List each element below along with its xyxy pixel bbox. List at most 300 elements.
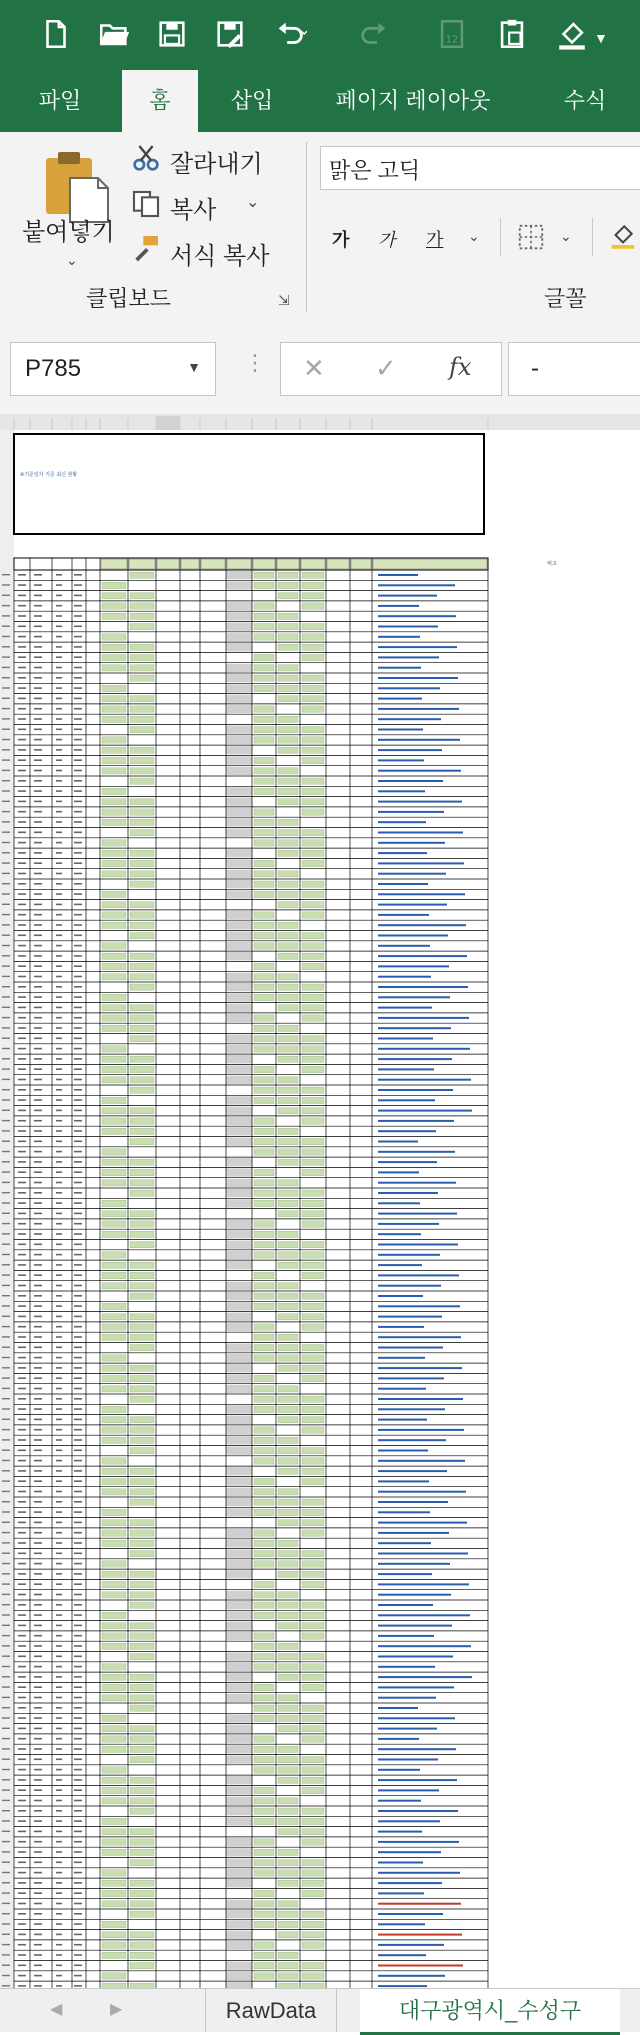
copy-button[interactable]: 복사: [170, 197, 217, 224]
data-cell-fill: [278, 1200, 298, 1206]
cell-text-mark: [56, 1182, 62, 1184]
cell-text-mark: [18, 1841, 26, 1843]
cut-button[interactable]: 잘라내기: [170, 151, 263, 178]
data-cell-fill: [130, 654, 154, 660]
data-cell-fill: [102, 953, 126, 959]
data-cell-fill: [278, 1849, 298, 1855]
cell-text-mark: [34, 1625, 42, 1627]
row-number-mark: [2, 1789, 10, 1790]
fill-color-icon[interactable]: [550, 12, 594, 56]
cell-text-mark: [56, 1903, 62, 1905]
cell-text-mark: [34, 780, 42, 782]
row-number-mark: [2, 1192, 10, 1193]
data-cell-fill: [130, 727, 154, 733]
data-cell-gray: [226, 849, 252, 857]
cell-text-mark: [56, 1007, 62, 1009]
data-cell-fill: [102, 1520, 126, 1526]
link-text-mark: [378, 1769, 420, 1771]
cell-text-mark: [34, 1377, 42, 1379]
data-cell-gray: [226, 911, 252, 919]
cell-text-mark: [74, 1058, 82, 1060]
border-icon[interactable]: [516, 222, 546, 252]
cell-text-mark: [56, 1099, 62, 1101]
cell-text-mark: [18, 626, 26, 628]
data-cell-fill: [278, 644, 298, 650]
data-cell-gray: [226, 1673, 252, 1681]
cell-text-mark: [34, 1892, 42, 1894]
header-cell: [227, 559, 251, 569]
cell-text-mark: [74, 1336, 82, 1338]
data-cell-fill: [130, 757, 154, 763]
cell-text-mark: [56, 1923, 62, 1925]
data-cell-fill: [102, 1973, 126, 1979]
cell-text-mark: [34, 1573, 42, 1575]
row-number-mark: [2, 1120, 10, 1121]
cell-text-mark: [74, 698, 82, 700]
data-cell-fill: [254, 1746, 274, 1752]
link-text-mark: [378, 759, 424, 761]
new-file-icon[interactable]: [34, 12, 78, 56]
data-cell-fill: [278, 1190, 298, 1196]
data-cell-fill: [302, 685, 324, 691]
cell-text-mark: [74, 1501, 82, 1503]
format-painter-button[interactable]: 서식 복사: [170, 243, 270, 270]
data-cell-fill: [102, 1108, 126, 1114]
cell-text-mark: [34, 1079, 42, 1081]
link-text-mark: [378, 1264, 422, 1266]
data-cell-fill: [302, 1272, 324, 1278]
row-number-mark: [2, 1851, 10, 1852]
data-cell-fill: [130, 1489, 154, 1495]
formula-input[interactable]: -: [508, 342, 640, 396]
data-cell-fill: [302, 1458, 324, 1464]
link-text-mark: [378, 1563, 450, 1565]
data-cell-fill: [130, 1571, 154, 1577]
data-cell-fill: [302, 1561, 324, 1567]
data-cell-gray: [226, 1323, 252, 1331]
cell-text-mark: [34, 770, 42, 772]
tab-home[interactable]: 홈: [122, 70, 198, 132]
cell-text-mark: [74, 1460, 82, 1462]
row-number-mark: [2, 1408, 10, 1409]
save-icon[interactable]: [150, 12, 194, 56]
data-cell-gray: [226, 1179, 252, 1187]
cell-text-mark: [34, 1604, 42, 1606]
cell-text-mark: [56, 1583, 62, 1585]
data-cell-fill: [302, 1149, 324, 1155]
underline-button[interactable]: 가: [426, 230, 444, 250]
cell-text-mark: [18, 1728, 26, 1730]
data-cell-fill: [278, 1056, 298, 1062]
data-cell-fill: [302, 994, 324, 1000]
cell-text-mark: [74, 656, 82, 658]
cancel-icon[interactable]: ✕: [303, 353, 325, 383]
data-cell-fill: [302, 1365, 324, 1371]
cell-text-mark: [56, 1161, 62, 1163]
chevron-down-icon[interactable]: ⌄: [66, 252, 78, 268]
row-number-mark: [2, 1347, 10, 1348]
cell-text-mark: [18, 1532, 26, 1534]
data-cell-fill: [302, 1468, 324, 1474]
link-text-mark: [378, 636, 420, 638]
data-cell-fill: [102, 654, 126, 660]
data-cell-fill: [302, 1612, 324, 1618]
link-text-mark: [378, 1913, 443, 1915]
cell-text-mark: [34, 1089, 42, 1091]
font-divider-2: [592, 218, 593, 256]
clipboard-group-label: 클립보드: [86, 286, 172, 311]
tab-formulas[interactable]: 수식: [563, 88, 607, 113]
cell-text-mark: [18, 1419, 26, 1421]
format-painter-icon: [130, 232, 162, 264]
cell-text-mark: [34, 1635, 42, 1637]
cell-text-mark: [18, 1738, 26, 1740]
tab-page-layout[interactable]: 페이지 레이아웃: [335, 88, 491, 113]
font-name-box[interactable]: 맑은 고딕: [320, 146, 640, 190]
data-cell-fill: [102, 1901, 126, 1907]
cell-text-mark: [56, 1244, 62, 1246]
redo-icon: [352, 12, 396, 56]
underline-dropdown-icon[interactable]: ⌄: [468, 228, 480, 244]
cell-text-mark: [18, 1656, 26, 1658]
cell-text-mark: [18, 1779, 26, 1781]
cell-text-mark: [56, 1645, 62, 1647]
cell-text-mark: [34, 1882, 42, 1884]
cell-text-mark: [56, 1892, 62, 1894]
cell-text-mark: [56, 1264, 62, 1266]
row-number-mark: [2, 1099, 10, 1100]
cell-text-mark: [34, 1645, 42, 1647]
cell-text-mark: [34, 1553, 42, 1555]
data-cell-fill: [254, 1973, 274, 1979]
data-cell-fill: [254, 1128, 274, 1134]
data-cell-fill: [130, 747, 154, 753]
dialog-launcher-icon[interactable]: ⇲: [278, 292, 290, 308]
row-number-mark: [2, 1862, 10, 1863]
cell-text-mark: [74, 1553, 82, 1555]
cell-text-mark: [74, 862, 82, 864]
cell-text-mark: [18, 1305, 26, 1307]
data-cell-fill: [254, 1324, 274, 1330]
cell-text-mark: [18, 1429, 26, 1431]
cell-text-mark: [56, 811, 62, 813]
cell-text-mark: [18, 759, 26, 761]
link-text-mark: [378, 1872, 460, 1874]
cell-text-mark: [56, 883, 62, 885]
tab-file[interactable]: 파일: [38, 88, 82, 113]
data-cell-fill: [278, 974, 298, 980]
data-cell-fill: [302, 809, 324, 815]
cell-text-mark: [74, 584, 82, 586]
header-cell: [181, 559, 199, 569]
link-text-mark: [378, 1305, 460, 1307]
data-cell-fill: [278, 850, 298, 856]
cell-text-mark: [74, 842, 82, 844]
data-cell-fill: [130, 1283, 154, 1289]
save-as-icon[interactable]: [208, 12, 252, 56]
cell-text-mark: [56, 852, 62, 854]
dropdown-arrow-icon[interactable]: ▼: [594, 30, 608, 46]
data-cell-fill: [130, 1963, 154, 1969]
data-cell-fill: [278, 716, 298, 722]
cell-text-mark: [56, 1470, 62, 1472]
data-cell-fill: [278, 1963, 298, 1969]
data-cell-fill: [302, 891, 324, 897]
data-cell-fill: [254, 994, 274, 1000]
cell-text-mark: [18, 1717, 26, 1719]
cell-text-mark: [74, 955, 82, 957]
cell-text-mark: [74, 687, 82, 689]
data-cell-fill: [254, 830, 274, 836]
cell-text-mark: [56, 1316, 62, 1318]
data-cell-fill: [302, 1159, 324, 1165]
cell-text-mark: [34, 1975, 42, 1977]
data-cell-fill: [302, 1777, 324, 1783]
data-cell-fill: [254, 1046, 274, 1052]
data-cell-fill: [254, 912, 274, 918]
row-number-mark: [2, 1058, 10, 1059]
link-text-mark: [378, 924, 466, 926]
data-cell-fill: [302, 1829, 324, 1835]
sheet-tab-rawdata[interactable]: RawData: [205, 1989, 337, 2032]
insert-function-icon[interactable]: fx: [449, 353, 472, 381]
form-icon: [430, 12, 474, 56]
data-cell-fill: [102, 1921, 126, 1927]
data-cell-fill: [302, 1530, 324, 1536]
cell-text-mark: [74, 718, 82, 720]
enter-icon[interactable]: ✓: [375, 353, 397, 383]
cell-text-mark: [56, 1985, 62, 1987]
cell-text-mark: [18, 749, 26, 751]
cell-text-mark: [56, 904, 62, 906]
cell-text-mark: [18, 1017, 26, 1019]
data-cell-fill: [278, 1262, 298, 1268]
data-cell-fill: [130, 1386, 154, 1392]
cell-text-mark: [74, 1738, 82, 1740]
data-cell-fill: [278, 1499, 298, 1505]
cell-text-mark: [34, 1686, 42, 1688]
data-cell-fill: [254, 1077, 274, 1083]
name-box[interactable]: P785 ▼: [10, 342, 216, 396]
data-cell-gray: [226, 1869, 252, 1877]
cell-text-mark: [34, 904, 42, 906]
cell-text-mark: [56, 1038, 62, 1040]
data-cell-fill: [302, 912, 324, 918]
data-cell-fill: [254, 1272, 274, 1278]
border-dropdown-icon[interactable]: ⌄: [560, 228, 572, 244]
data-cell-gray: [226, 1745, 252, 1753]
data-cell-fill: [130, 819, 154, 825]
link-text-mark: [378, 1244, 458, 1246]
cell-text-mark: [34, 595, 42, 597]
undo-icon[interactable]: [268, 12, 312, 56]
row-number-mark: [2, 1985, 10, 1986]
link-text-mark: [378, 605, 419, 607]
data-cell-fill: [130, 1880, 154, 1886]
link-text-mark: [378, 914, 429, 916]
cell-text-mark: [56, 1975, 62, 1977]
row-number-mark: [2, 1398, 10, 1399]
cell-text-mark: [74, 1017, 82, 1019]
cell-text-mark: [18, 1377, 26, 1379]
paste-button[interactable]: 붙여넣기: [22, 219, 115, 246]
link-text-mark: [378, 1058, 452, 1060]
data-cell-gray: [226, 1014, 252, 1022]
data-cell-fill: [278, 1643, 298, 1649]
cell-text-mark: [74, 1398, 82, 1400]
column-header-strip: [0, 414, 640, 430]
data-cell-fill: [130, 1695, 154, 1701]
cell-text-mark: [56, 718, 62, 720]
data-cell-fill: [102, 1829, 126, 1835]
cell-text-mark: [18, 976, 26, 978]
cell-text-mark: [18, 893, 26, 895]
cell-text-mark: [74, 1594, 82, 1596]
tab-insert[interactable]: 삽입: [230, 88, 274, 113]
link-text-mark: [378, 1336, 461, 1338]
row-number-mark: [2, 584, 10, 585]
cell-text-mark: [74, 1244, 82, 1246]
cell-text-mark: [74, 1810, 82, 1812]
cell-text-mark: [18, 1748, 26, 1750]
cell-text-mark: [34, 1779, 42, 1781]
paste-special-icon[interactable]: [490, 12, 534, 56]
cell-text-mark: [74, 1707, 82, 1709]
data-cell-fill: [254, 1396, 274, 1402]
data-cell-fill: [130, 1478, 154, 1484]
cell-text-mark: [34, 749, 42, 751]
data-cell-gray: [226, 1230, 252, 1238]
cell-text-mark: [34, 1058, 42, 1060]
ribbon-tabs: [0, 70, 640, 132]
cell-text-mark: [18, 1171, 26, 1173]
row-number-mark: [2, 1213, 10, 1214]
cell-text-mark: [74, 1151, 82, 1153]
scroll-left-icon[interactable]: ◀: [50, 2001, 63, 2018]
cell-text-mark: [74, 1048, 82, 1050]
link-text-mark: [378, 1800, 421, 1802]
row-number-mark: [2, 1480, 10, 1481]
header-cell: [327, 559, 349, 569]
data-cell-fill: [254, 974, 274, 980]
data-cell-gray: [226, 664, 252, 672]
row-number-mark: [2, 1079, 10, 1080]
data-cell-fill: [102, 963, 126, 969]
cell-text-mark: [18, 574, 26, 576]
cell-text-mark: [34, 1388, 42, 1390]
data-cell-fill: [130, 603, 154, 609]
data-cell-fill: [302, 1633, 324, 1639]
data-cell-fill: [130, 1108, 154, 1114]
italic-button[interactable]: 가: [378, 230, 396, 250]
cell-text-mark: [56, 1594, 62, 1596]
data-cell-fill: [302, 1396, 324, 1402]
data-cell-fill: [302, 1499, 324, 1505]
cell-text-mark: [56, 1398, 62, 1400]
link-text-mark: [378, 862, 464, 864]
cell-text-mark: [18, 955, 26, 957]
data-cell-fill: [102, 1375, 126, 1381]
data-cell-fill: [130, 1540, 154, 1546]
data-cell-fill: [302, 624, 324, 630]
open-folder-icon[interactable]: [92, 12, 136, 56]
cell-text-mark: [18, 708, 26, 710]
scroll-right-icon[interactable]: ▶: [110, 2001, 123, 2018]
row-number-mark: [2, 1326, 10, 1327]
cell-text-mark: [56, 780, 62, 782]
row-number-mark: [2, 1295, 10, 1296]
cell-text-mark: [18, 729, 26, 731]
data-cell-fill: [130, 1787, 154, 1793]
link-text-mark: [378, 698, 422, 700]
cell-text-mark: [56, 1944, 62, 1946]
data-cell-fill: [278, 902, 298, 908]
data-cell-fill: [302, 1921, 324, 1927]
cell-text-mark: [56, 605, 62, 607]
cell-text-mark: [34, 1717, 42, 1719]
cell-text-mark: [74, 1439, 82, 1441]
row-number-mark: [2, 801, 10, 802]
link-text-mark: [378, 780, 443, 782]
data-cell-fill: [278, 1860, 298, 1866]
data-cell-fill: [278, 840, 298, 846]
data-cell-gray: [226, 1199, 252, 1207]
data-cell-fill: [278, 1880, 298, 1886]
bold-button[interactable]: 가: [332, 230, 350, 250]
cell-text-mark: [56, 1759, 62, 1761]
link-text-mark: [378, 667, 421, 669]
copy-dropdown-icon[interactable]: ⌄: [246, 194, 260, 211]
link-text-mark: [378, 1398, 463, 1400]
data-cell-fill: [102, 1283, 126, 1289]
data-cell-fill: [130, 830, 154, 836]
cell-text-mark: [74, 1161, 82, 1163]
data-cell-fill: [302, 840, 324, 846]
data-cell-fill: [302, 634, 324, 640]
fill-bucket-icon[interactable]: [608, 220, 638, 250]
data-cell-fill: [278, 675, 298, 681]
link-text-mark: [378, 1027, 451, 1029]
data-cell-fill: [302, 1911, 324, 1917]
name-box-dropdown-icon[interactable]: ▼: [187, 359, 201, 375]
cell-text-mark: [74, 1831, 82, 1833]
cell-text-mark: [34, 1460, 42, 1462]
cell-text-mark: [74, 811, 82, 813]
row-number-mark: [2, 1068, 10, 1069]
cell-text-mark: [18, 1614, 26, 1616]
data-cell-fill: [130, 1746, 154, 1752]
sheet-tab-daegu-suseong[interactable]: 대구광역시_수성구: [360, 1989, 620, 2035]
row-number-mark: [2, 893, 10, 894]
cell-text-mark: [34, 1130, 42, 1132]
row-number-mark: [2, 1717, 10, 1718]
data-cell-fill: [130, 716, 154, 722]
data-cell-fill: [102, 860, 126, 866]
cell-text-mark: [18, 1769, 26, 1771]
link-text-mark: [378, 821, 426, 823]
spreadsheet-grid[interactable]: [0, 414, 640, 1988]
row-number-mark: [2, 605, 10, 606]
cell-text-mark: [74, 636, 82, 638]
cell-text-mark: [34, 718, 42, 720]
cell-text-mark: [74, 904, 82, 906]
row-number-mark: [2, 1316, 10, 1317]
cell-text-mark: [56, 945, 62, 947]
data-cell-fill: [278, 1489, 298, 1495]
data-cell-fill: [278, 1468, 298, 1474]
data-cell-fill: [254, 778, 274, 784]
data-cell-fill: [278, 891, 298, 897]
